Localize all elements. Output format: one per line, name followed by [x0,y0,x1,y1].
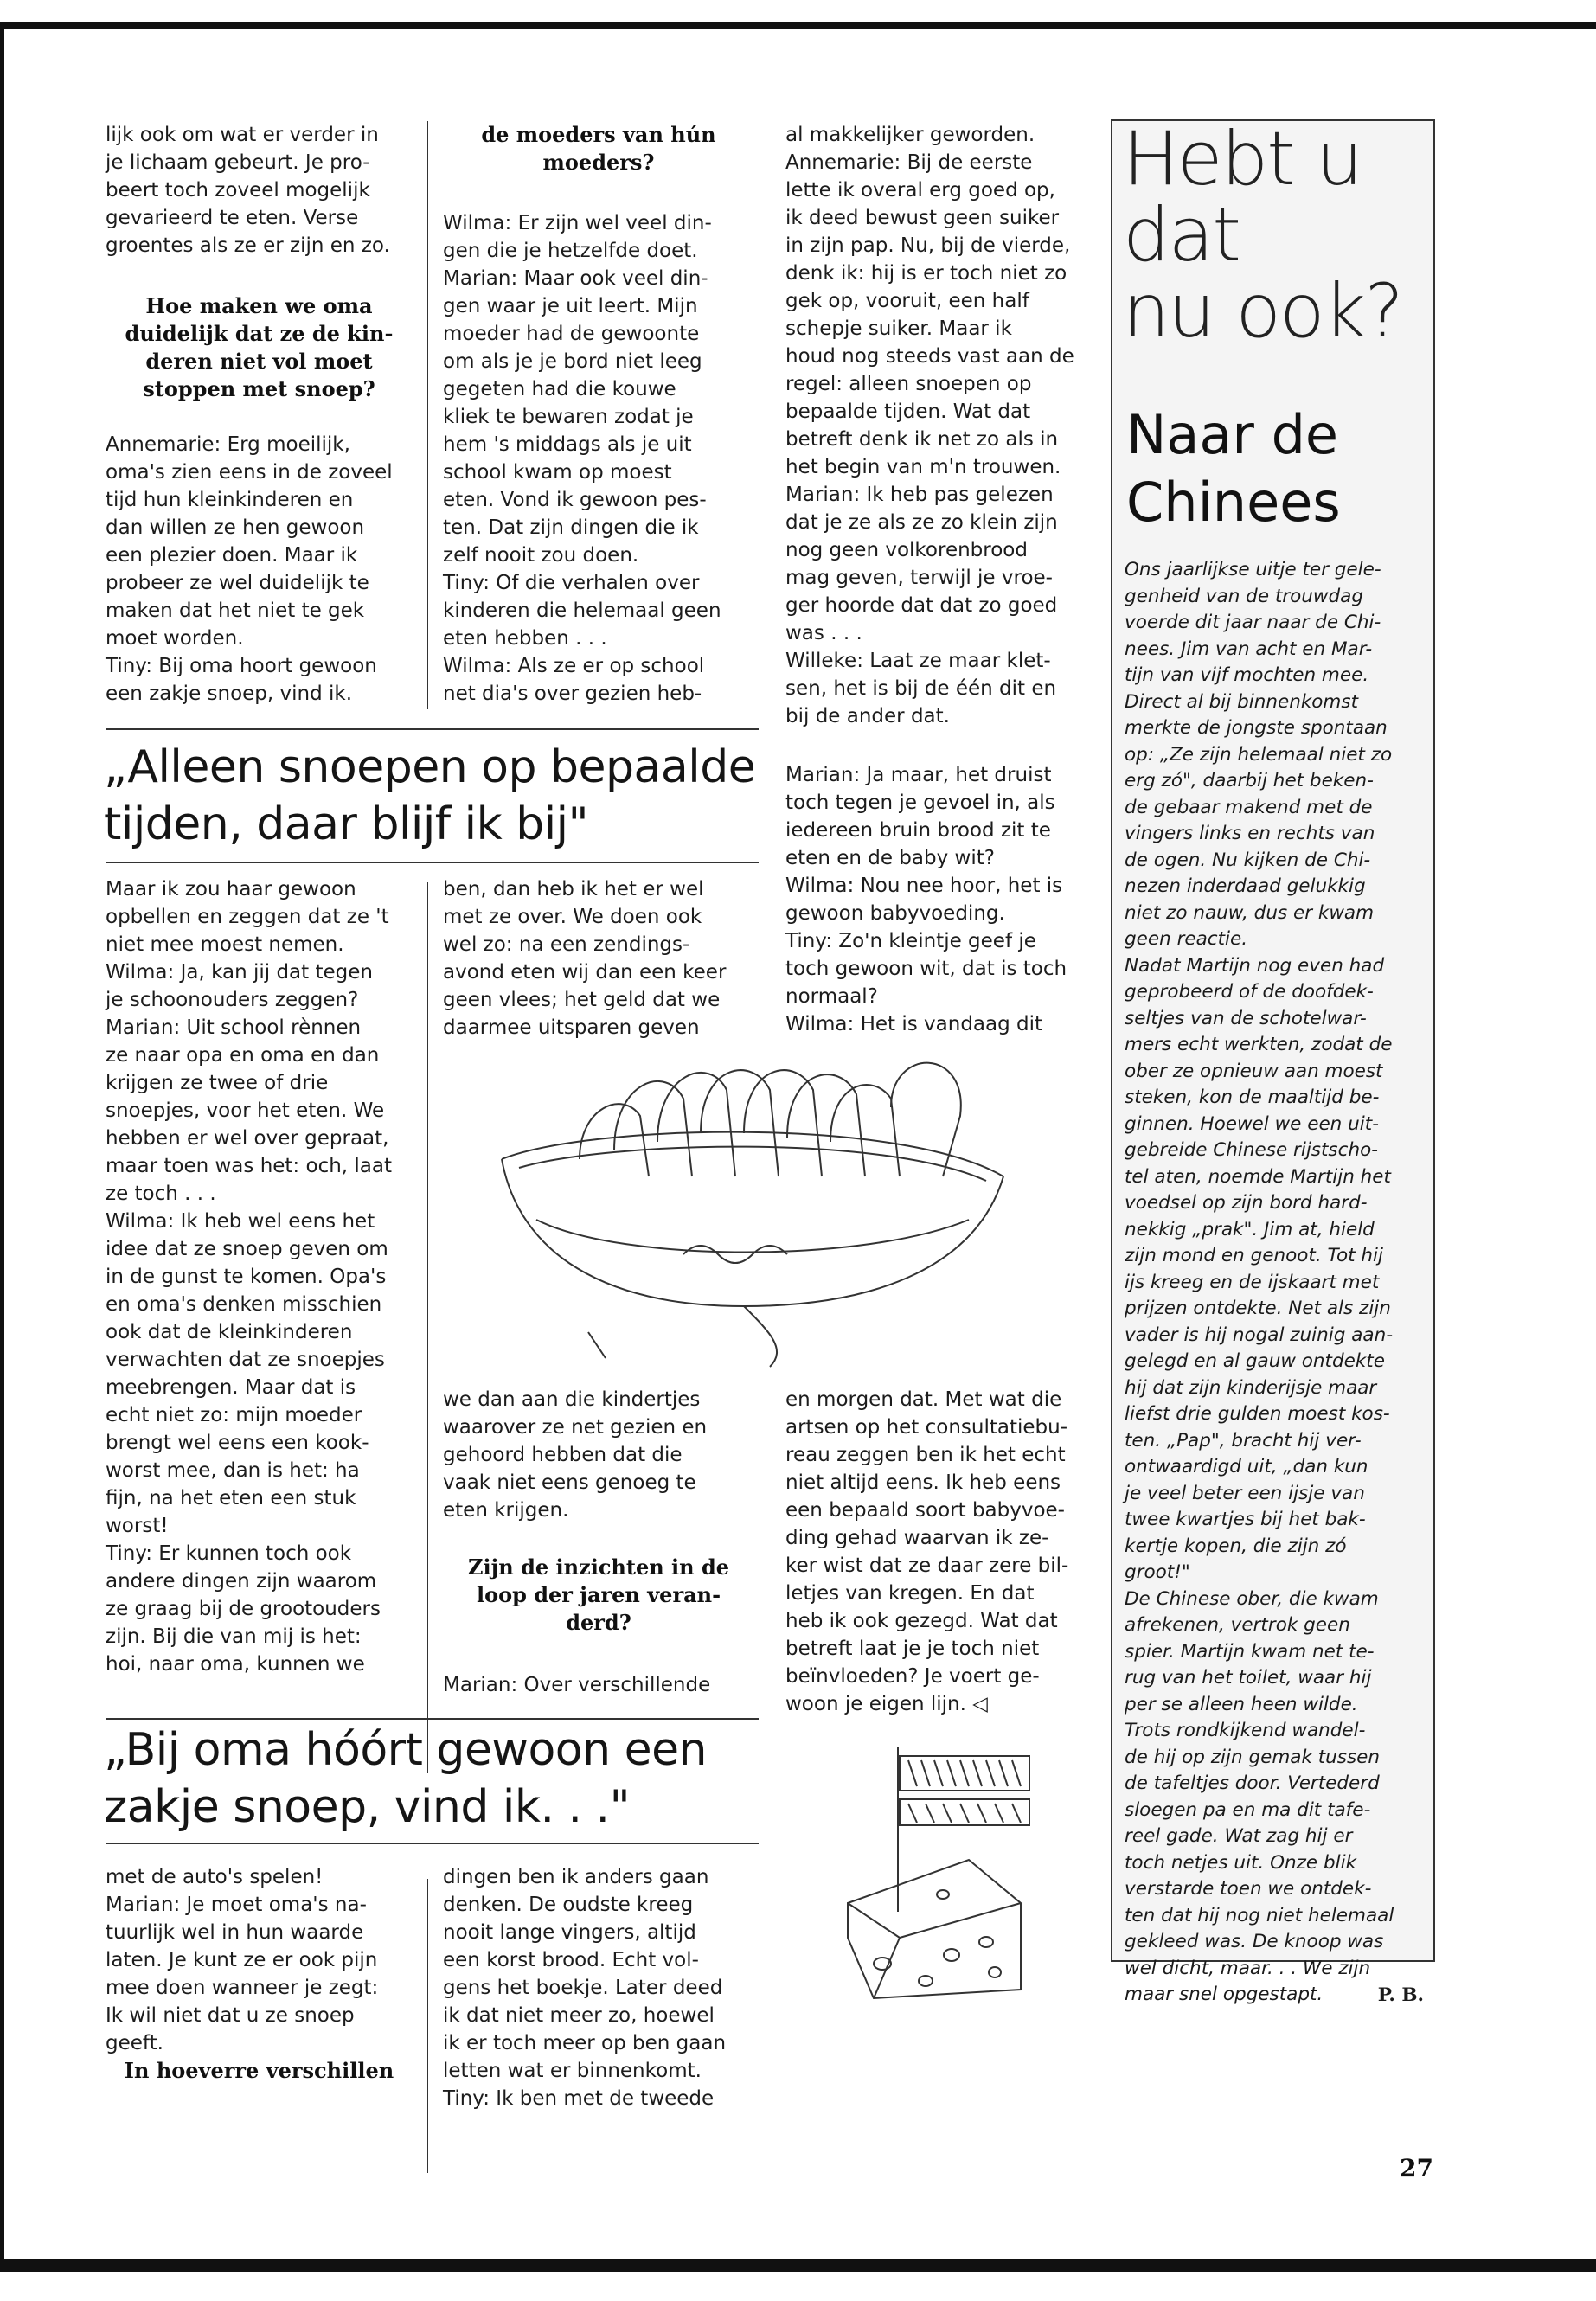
sidebar-body-text-line: wel dicht, maar. . . We zijn [1125,1957,1371,1979]
sidebar-body-text-line: Nadat Martijn nog even had [1125,954,1385,977]
sidebar-body-text-line: voerde dit jaar naar de Chi- [1125,612,1381,633]
col3-top [785,121,1099,730]
sidebar-body-text-line: Direct al bij binnenkomst [1125,690,1358,713]
col1-bottom-line: tuurlijk wel in hun waarde [106,1921,364,1944]
sidebar-body-text-line: ober ze opnieuw aan moest [1125,1060,1383,1082]
sidebar-body-text-line: reel gade. Wat zag hij er [1125,1825,1353,1847]
col2-bottom [443,1863,754,2112]
sidebar-body-text-line: Trots rondkijkend wandel- [1125,1720,1366,1741]
subheading-inzichten-text-line: derd? [566,1610,631,1635]
col1-bottom-line: met de auto's spelen! [106,1866,324,1888]
col2-bottom-line: ik er toch meer op ben gaan [443,2032,727,2054]
sidebar-body-text-line: nezen inderdaad gelukkig [1125,875,1366,897]
col3-top-line: Marian: Ik heb pas gelezen [785,484,1054,506]
col2-mid2-line: Marian: Over verschillende [443,1674,711,1696]
col2-mid-line: vaak niet eens genoeg te [443,1471,696,1494]
col2-top-line: gen waar je uit leert. Mijn [443,295,698,317]
col3-top-line: al makkelijker geworden. [785,124,1035,146]
col2-after-quote1-line: wel zo: na een zendings- [443,933,690,956]
col1-bottom [106,1863,413,2057]
sidebar-body-text-line: ontwaardigd uit, „dan kun [1125,1456,1368,1477]
sidebar-body-text-line: afrekenen, vertrok geen [1125,1614,1350,1636]
subheading-oma-text-line: deren niet vol moet [145,349,373,374]
col1-after-quote1-line: je schoonouders zeggen? [106,989,359,1011]
col1-after-quote1-line: ook dat de kleinkinderen [106,1321,353,1343]
subheading-inzichten [443,1554,754,1637]
sidebar-body-text-line: op: „Ze zijn helemaal niet zo [1125,743,1393,766]
col2-bottom-line: letten wat er binnenkomt. [443,2060,702,2082]
col1-after-quote1-line: Wilma: Ik heb wel eens het [106,1210,375,1233]
col1-top-line: je lichaam gebeurt. Je pro- [106,151,370,174]
col1-after-quote1-line: fijn, na het eten een stuk [106,1487,356,1509]
col1-top-line: gevarieerd te eten. Verse [106,207,359,229]
col1-bottom-line: Ik wil niet dat u ze snoep [106,2004,355,2027]
col1-after-quote1-line: ze graag bij de grootouders [106,1598,381,1620]
col1-mid-line: een zakje snoep, vind ik. [106,683,353,705]
col1-mid-line: dan willen ze hen gewoon [106,516,365,539]
sidebar-body-text-line: ten dat hij nog niet helemaal [1125,1904,1394,1926]
bread-basket-illustration [484,1047,1021,1393]
sidebar-body-text-line: gekleed was. De knoop was [1125,1931,1384,1952]
pull-quote-snoepen [104,739,779,853]
col3-top-line: mag geven, terwijl je vroe- [785,567,1053,589]
col3-top-line: ik deed bewust geen suiker [785,207,1060,229]
page-border-top [0,22,1596,29]
col1-after-quote1-line: Marian: Uit school rènnen [106,1016,362,1039]
col3-after-quote1-line: Tiny: Zo'n kleintje geef je [785,930,1036,952]
col1-bottom-line: mee doen wanneer je zegt: [106,1977,379,1999]
sidebar-body-text-line: zijn mond en genoot. Tot hij [1125,1245,1383,1266]
col3-top-line: bepaalde tijden. Wat dat [785,401,1031,423]
sidebar-title-line: Chinees [1126,471,1341,534]
sidebar-kicker-line: dat [1123,192,1240,279]
col1-top [106,121,413,260]
subheading-moeders [443,121,754,176]
sidebar-body-text-line: merkte de jongste spontaan [1125,717,1388,739]
col2-bottom-line: gens het boekje. Later deed [443,1977,723,1999]
sidebar-title [1126,401,1429,536]
col3-mid-line: woon je eigen lijn. ◁ [785,1693,988,1715]
sidebar-signature: P. B. [1377,1984,1424,2006]
col1-after-quote1-line: en oma's denken misschien [106,1293,382,1316]
page-border-bottom [0,2259,1596,2272]
col3-top-line: was . . . [785,622,862,644]
sidebar-title-line: Naar de [1126,403,1339,466]
col1-mid-line: moet worden. [106,627,244,650]
sidebar-body-text-line: gelegd en al gauw ontdekte [1125,1350,1385,1372]
subheading-verschillen-text-line: In hoeverre verschillen [124,2058,394,2083]
sidebar-body-text [1125,557,1427,2009]
sidebar-body-text-line: vingers links en rechts van [1125,823,1375,844]
sidebar-body-text-line: verstarde toen we ontdek- [1125,1878,1372,1900]
subheading-verschillen-text [106,2057,413,2085]
sidebar-body-text-line: De Chinese ober, die kwam [1125,1587,1379,1610]
col1-after-quote1-line: echt niet zo: mijn moeder [106,1404,362,1426]
sidebar-body-text-line: voedsel op zijn bord hard- [1125,1192,1368,1214]
col2-mid [443,1386,754,1524]
sidebar-body-text-line: per se alleen heen wilde. [1125,1693,1358,1715]
sidebar-body-text-line: groot!" [1125,1561,1190,1583]
col1-after-quote1-line: andere dingen zijn waarom [106,1570,377,1593]
col3-mid-line: beïnvloeden? Je voert ge- [785,1665,1040,1688]
col2-mid2 [443,1671,754,1699]
col2-bottom-line: Tiny: Ik ben met de tweede [443,2087,715,2110]
cheese-flag-illustration [822,1739,1081,2016]
col3-after-quote1-line: Wilma: Het is vandaag dit [785,1013,1043,1035]
col2-top [443,209,754,708]
col1-after-quote1-line: opbellen en zeggen dat ze 't [106,906,389,928]
subheading-oma [106,292,413,403]
col3-top-line: schepje suiker. Maar ik [785,317,1012,340]
sidebar-kicker [1123,116,1434,355]
subheading-verschillen [106,2057,413,2085]
col2-top-line: hem 's middags als je uit [443,433,692,456]
col2-bottom-line: denken. De oudste kreeg [443,1894,694,1916]
col3-after-quote1 [785,761,1099,1038]
sidebar-body-text-line: ten. „Pap", bracht hij ver- [1125,1429,1362,1452]
col1-after-quote1-line: Tiny: Er kunnen toch ook [106,1542,352,1565]
col3-top-line: gek op, vooruit, een half [785,290,1029,312]
sidebar-body-text-line: mers echt werkten, zodat de [1125,1034,1393,1055]
col2-top-line: Wilma: Als ze er op school [443,655,705,677]
col2-top-line: ten. Dat zijn dingen die ik [443,516,699,539]
col3-after-quote1-line: Wilma: Nou nee hoor, het is [785,875,1063,897]
sidebar-body-text-line: prijzen ontdekte. Net als zijn [1125,1298,1391,1319]
col1-after-quote1-line: ze naar opa en oma en dan [106,1044,380,1067]
sidebar-kicker-line: Hebt u [1123,116,1362,202]
sidebar-body-text-line: tel aten, noemde Martijn het [1125,1165,1391,1188]
col2-mid-line: eten krijgen. [443,1499,569,1522]
pull-quote-snoepen-line: tijden, daar blijf ik bij" [104,798,589,850]
subheading-oma-text-line: stoppen met snoep? [143,376,375,401]
col3-top-line: dat je ze als ze zo klein zijn [785,511,1058,534]
col1-after-quote1-line: idee dat ze snoep geven om [106,1238,388,1260]
col3-after-quote1-line: toch gewoon wit, dat is toch [785,958,1067,980]
col1-after-quote1-line: brengt wel eens een kook- [106,1432,369,1454]
col1-after-quote1-line: worst mee, dan is het: ha [106,1459,360,1482]
col1-after-quote1-line: verwachten dat ze snoepjes [106,1349,385,1371]
sidebar-body-text-line: de ogen. Nu kijken de Chi- [1125,849,1371,871]
sidebar-kicker-line: nu ook? [1123,268,1403,355]
col1-top-line: beert toch zoveel mogelijk [106,179,370,202]
page-number: 27 [1400,2154,1433,2182]
col3-mid-line: betreft laat je je toch niet [785,1638,1040,1660]
sidebar-body-text-line: sloegen pa en ma dit tafe- [1125,1798,1371,1821]
col2-top-line: zelf nooit zou doen. [443,544,639,567]
col1-mid-line: Annemarie: Erg moeilijk, [106,433,350,456]
subheading-inzichten-text-line: loop der jaren veran- [476,1582,721,1607]
sidebar-body-text-line: rug van het toilet, waar hij [1125,1667,1372,1689]
col3-mid-line: letjes van kregen. En dat [785,1582,1035,1605]
col3-top-line: regel: alleen snoepen op [785,373,1032,395]
col2-after-quote1-line: daarmee uitsparen geven [443,1016,700,1039]
col3-after-quote1-line: eten en de baby wit? [785,847,995,869]
col1-top-line: groentes als ze er zijn en zo. [106,234,390,257]
col2-after-quote1-line: met ze over. We doen ook [443,906,702,928]
col1-after-quote1-line: maar toen was het: och, laat [106,1155,393,1177]
col1-after-quote1-line: niet mee moest nemen. [106,933,344,956]
col1-mid-line: Tiny: Bij oma hoort gewoon [106,655,377,677]
quote-rule-bottom [106,862,759,863]
subheading-inzichten-text-line: Zijn de inzichten in de [467,1554,730,1580]
sidebar-body-text-line: liefst drie gulden moest kos- [1125,1403,1390,1425]
sidebar-body-text-line: nekkig „prak". Jim at, hield [1125,1218,1375,1240]
col1-after-quote1-line: Maar ik zou haar gewoon [106,878,356,901]
sidebar-body-text-line: gebreide Chinese rijstscho- [1125,1139,1378,1161]
pull-quote-oma-line: zakje snoep, vind ik. . ." [104,1781,631,1833]
col2-top-line: gen die je hetzelfde doet. [443,240,698,262]
pull-quote-oma [104,1721,779,1836]
col3-top-line: Willeke: Laat ze maar klet- [785,650,1051,672]
col3-top-line: betreft denk ik net zo als in [785,428,1059,451]
sidebar-body-text-line: kertje kopen, die zijn zó [1125,1535,1347,1557]
subheading-moeders-text [443,121,754,176]
col2-top-line: kliek te bewaren zodat je [443,406,694,428]
subheading-moeders-text-line: moeders? [542,150,655,175]
col2-mid-line: gehoord hebben dat die [443,1444,683,1466]
sidebar-body-text-line: toch netjes uit. Onze blik [1125,1851,1357,1874]
col2-after-quote1-line: ben, dan heb ik het er wel [443,878,704,901]
col3-mid-line: ding gehad waarvan ik ze- [785,1527,1049,1549]
col2-top-line: moeder had de gewoonte [443,323,700,345]
sidebar-body-text-line: tijn van vijf mochten mee. [1125,664,1369,686]
sidebar-body-text-line: erg zó", daarbij het beken- [1125,770,1374,792]
col3-top-line: denk ik: hij is er toch niet zo [785,262,1067,285]
column-rule [427,1879,428,2173]
sidebar-body-text-line: spier. Martijn kwam net te- [1125,1640,1375,1663]
col3-mid-line: reau zeggen ben ik het echt [785,1444,1066,1466]
sidebar-body-text-line: niet zo nauw, dus er kwam [1125,901,1375,924]
col1-after-quote1-line: ze toch . . . [106,1183,216,1205]
col1-bottom-line: Marian: Je moet oma's na- [106,1894,367,1916]
col3-top-line: nog geen volkorenbrood [785,539,1028,561]
col3-after-quote1-line: iedereen bruin brood zit te [785,819,1051,842]
sidebar-body-text-line: nees. Jim van acht en Mar- [1125,638,1373,660]
column-rule [427,882,428,1773]
sidebar-body-text-line: Ons jaarlijkse uitje ter gele- [1125,559,1381,580]
col1-after-quote1-line: krijgen ze twee of drie [106,1072,329,1094]
col2-top-line: eten hebben . . . [443,627,607,650]
col1-mid-line: oma's zien eens in de zoveel [106,461,393,484]
col2-top-line: Wilma: Er zijn wel veel din- [443,212,712,234]
col2-bottom-line: dingen ben ik anders gaan [443,1866,709,1888]
sidebar-body-text-line: seltjes van de schotelwar- [1125,1007,1367,1029]
col2-after-quote1-line: avond eten wij dan een keer [443,961,727,984]
sidebar-body-text-line: geprobeerd of de doofdek- [1125,981,1374,1003]
col3-mid-line: een bepaald soort babyvoe- [785,1499,1065,1522]
col1-mid-line: probeer ze wel duidelijk te [106,572,369,594]
sidebar-body-text-line: twee kwartjes bij het bak- [1125,1509,1366,1530]
col2-mid-line: waarover ze net gezien en [443,1416,708,1439]
col1-after-quote1-line: in de gunst te komen. Opa's [106,1266,387,1288]
col3-after-quote1-line: gewoon babyvoeding. [785,902,1005,925]
subheading-oma-text [106,292,413,403]
col2-after-quote1-line: geen vlees; het geld dat we [443,989,721,1011]
sidebar-body-text-line: de hij op zijn gemak tussen [1125,1746,1381,1768]
sidebar-body-text-line: genheid van de trouwdag [1125,585,1363,607]
col2-bottom-line: nooit lange vingers, altijd [443,1921,696,1944]
quote-rule-bottom [106,1843,759,1844]
col3-top-line: sen, het is bij de één dit en [785,677,1057,700]
col3-mid-line: artsen op het consultatiebu- [785,1416,1068,1439]
sidebar-body-text-line: de gebaar makend met de [1125,796,1373,818]
sidebar-body-text-line: geen reactie. [1125,928,1248,950]
col3-top-line: in zijn pap. Nu, bij de vierde, [785,234,1071,257]
col2-top-line: school kwam op moest [443,461,672,484]
col2-top-line: om als je je bord niet leeg [443,350,702,373]
col3-after-quote1-line: toch tegen je gevoel in, als [785,792,1055,814]
col1-after-quote1-line: zijn. Bij die van mij is het: [106,1625,362,1648]
col3-top-line: lette ik overal erg goed op, [785,179,1055,202]
col1-mid-line: maken dat het niet te gek [106,599,365,622]
col1-bottom-line: geeft. [106,2032,163,2054]
col3-top-line: houd nog steeds vast aan de [785,345,1074,368]
column-rule [427,121,428,709]
quote-rule-top [106,728,759,730]
col2-top-line: kinderen die helemaal geen [443,599,721,622]
subheading-inzichten-text [443,1554,754,1637]
col1-after-quote1-line: Wilma: Ja, kan jij dat tegen [106,961,373,984]
col1-mid-line: een plezier doen. Maar ik [106,544,358,567]
quote-rule-top [106,1718,759,1720]
col2-top-line: Marian: Maar ook veel din- [443,267,708,290]
col2-mid-line: we dan aan die kindertjes [443,1388,701,1411]
col3-mid-line: en morgen dat. Met wat die [785,1388,1062,1411]
col2-bottom-line: een korst brood. Echt vol- [443,1949,699,1971]
sidebar-body-text-line: maar snel opgestapt. [1125,1984,1324,2005]
subheading-oma-text-line: Hoe maken we oma [145,293,373,318]
col2-top-line: Tiny: Of die verhalen over [443,572,700,594]
col2-after-quote1 [443,875,754,1042]
col1-after-quote1-line: hoi, naar oma, kunnen we [106,1653,365,1676]
sidebar-body-text-line: ijs kreeg en de ijskaart met [1125,1271,1380,1293]
col3-after-quote1-line: Marian: Ja maar, het druist [785,764,1052,786]
sidebar-body [1125,557,1427,2009]
col1-after-quote1 [106,875,413,1678]
col1-after-quote1-line: worst! [106,1515,169,1537]
col3-top-line: Annemarie: Bij de eerste [785,151,1033,174]
col2-top-line: gegeten had die kouwe [443,378,676,401]
pull-quote-oma-line: „Bij oma hóórt gewoon een [104,1724,708,1776]
col3-top-line: het begin van m'n trouwen. [785,456,1061,478]
col1-bottom-line: laten. Je kunt ze er ook pijn [106,1949,378,1971]
col3-mid-line: niet altijd eens. Ik heb eens [785,1471,1061,1494]
col1-mid [106,431,413,708]
col2-top-line: net dia's over gezien heb- [443,683,702,705]
col1-mid-line: tijd hun kleinkinderen en [106,489,354,511]
col3-after-quote1-line: normaal? [785,985,878,1008]
col2-top-line: eten. Vond ik gewoon pes- [443,489,707,511]
col1-top-line: lijk ook om wat er verder in [106,124,379,146]
sidebar-body-text-line: je veel beter een ijsje van [1125,1482,1365,1504]
col3-top-line: bij de ander dat. [785,705,950,727]
col2-bottom-line: ik dat niet meer zo, hoewel [443,2004,715,2027]
col3-mid [785,1386,1099,1718]
col3-top-line: ger hoorde dat dat zo goed [785,594,1058,617]
col3-mid-line: heb ik ook gezegd. Wat dat [785,1610,1058,1632]
col1-after-quote1-line: meebrengen. Maar dat is [106,1376,356,1399]
sidebar-body-text-line: de tafeltjes door. Vertederd [1125,1772,1380,1794]
pull-quote-snoepen-line: „Alleen snoepen op bepaalde [104,741,756,793]
subheading-oma-text-line: duidelijk dat ze de kin- [125,321,394,346]
subheading-moeders-text-line: de moeders van hún [481,122,716,147]
sidebar-body-text-line: steken, kon de maaltijd be- [1125,1086,1380,1108]
sidebar-body-text-line: vader is hij nogal zuinig aan- [1125,1324,1393,1346]
col1-after-quote1-line: hebben er wel over gepraat, [106,1127,389,1150]
col3-mid-line: ker wist dat ze daar zere bil- [785,1554,1069,1577]
page-border-left [0,22,4,2272]
sidebar-body-text-line: hij dat zijn kinderijsje maar [1125,1376,1377,1399]
col1-after-quote1-line: snoepjes, voor het eten. We [106,1099,385,1122]
sidebar-body-text-line: ginnen. Hoewel we een uit- [1125,1112,1379,1135]
